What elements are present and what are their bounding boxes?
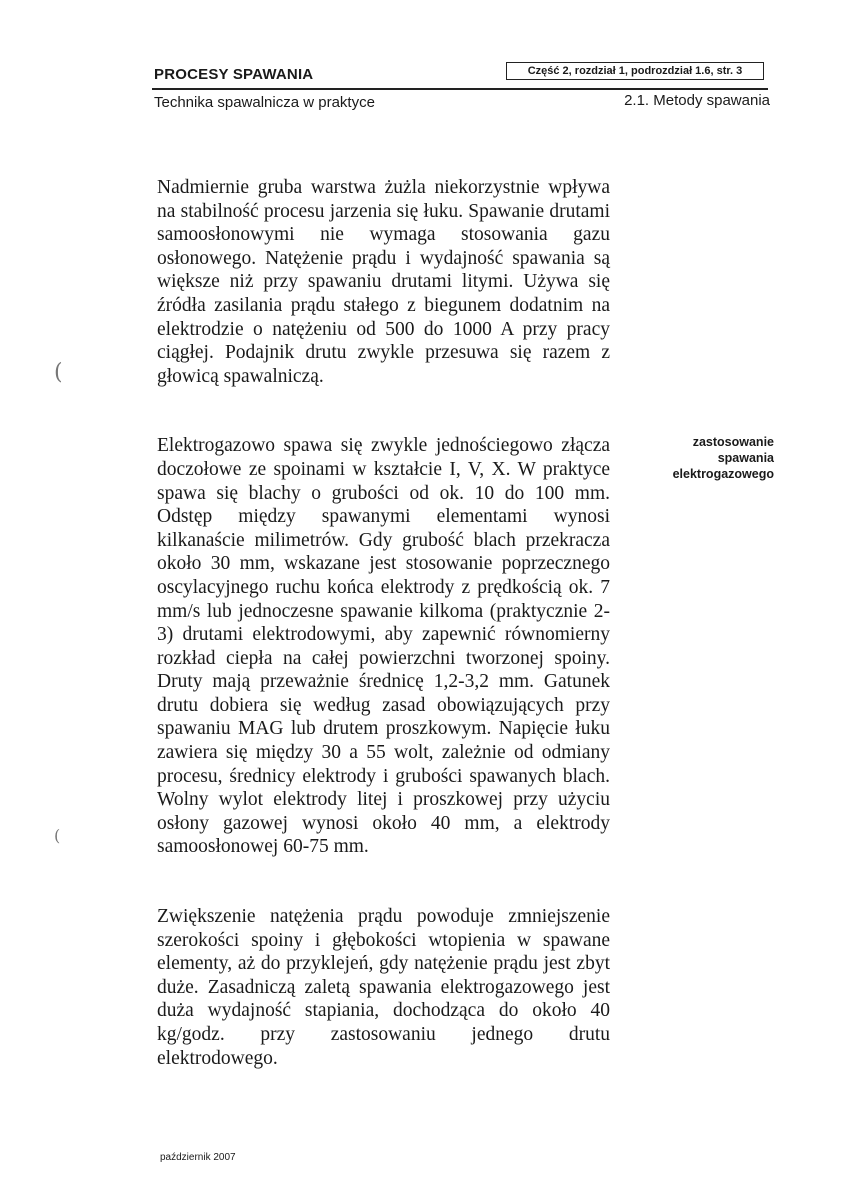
margin-note-line: zastosowanie bbox=[692, 435, 774, 449]
margin-note-line: elektrogazowego bbox=[672, 467, 774, 481]
footer-date: październik 2007 bbox=[160, 1152, 236, 1163]
margin-note bbox=[618, 434, 774, 482]
scan-artifact-mark: ( bbox=[54, 826, 61, 845]
paragraph-current-and-efficiency: Zwiększenie natężenia prądu powoduje zmniejszenie szerokości spoiny i głębokości wtopienia w spawane elementy, aż do przyklejeń, gdy natężenie prądu jest zbyt duże. Zasadniczą zaletą spawania elektrogazowego jest duża wydajność stapiania, dochodząca do około 40 kg/godz. przy zastosowaniu jednego drutu elektrodowego. bbox=[157, 906, 610, 1069]
margin-note-line: spawania bbox=[717, 451, 774, 465]
running-header-title: PROCESY SPAWANIA bbox=[154, 66, 314, 83]
body-text-column bbox=[157, 176, 610, 1116]
paragraph-electrogas-joints: Elektrogazowo spawa się zwykle jednościegowo złącza doczołowe ze spoinami w kształcie I, V, X. W praktyce spawa się blachy o grubości od ok. 10 do 100 mm. Odstęp między spawanymi elementami wynosi kilkanaście milimetrów. Gdy grubość blach przekracza około 30 mm, wskazane jest stosowanie poprzecznego oscylacyjnego ruchu końca elektrody z prędkością ok. 7 mm/s lub jednoczesne spawanie kilkoma (praktycznie 2-3) drutami elektrodowymi, aby zapewnić równomierny rozkład ciepła na całej powierzchni tworzonej spoiny. Druty mają przeważnie średnicę 1,2-3,2 mm. Gatunek drutu dobiera się według zasad obowiązujących przy spawaniu MAG lub drutem proszkowym. Napięcie łuku zawiera się między 30 a 55 wolt, zależnie od odmiany procesu, średnicy elektrody i grubości spawanych blach. Wolny wylot elektrody litej i proszkowej przy użyciu osłony gazowej wynosi około 40 mm, a elektrody samoosłonowej 60-75 mm. bbox=[157, 435, 610, 858]
header-rule bbox=[152, 88, 768, 90]
running-subheader-right: 2.1. Metody spawania bbox=[624, 92, 770, 109]
section-reference-box: Część 2, rozdział 1, podrozdział 1.6, str. 3 bbox=[506, 62, 764, 80]
running-subheader-left: Technika spawalnicza w praktyce bbox=[154, 94, 375, 111]
scan-artifact-mark: ( bbox=[54, 360, 63, 385]
paragraph-slag-and-self-shielded: Nadmiernie gruba warstwa żużla niekorzystnie wpływa na stabilność procesu jarzenia się łuku. Spawanie drutami samoosłonowymi nie wymaga stosowania gazu osłonowego. Natężenie prądu i wydajność spawania są większe niż przy spawaniu drutami litymi. Używa się źródła zasilania prądu stałego z biegunem dodatnim na elektrodzie o natężeniu od 500 do 1000 A przy pracy ciągłej. Podajnik drutu zwykle przesuwa się razem z głowicą spawalniczą. bbox=[157, 177, 610, 387]
